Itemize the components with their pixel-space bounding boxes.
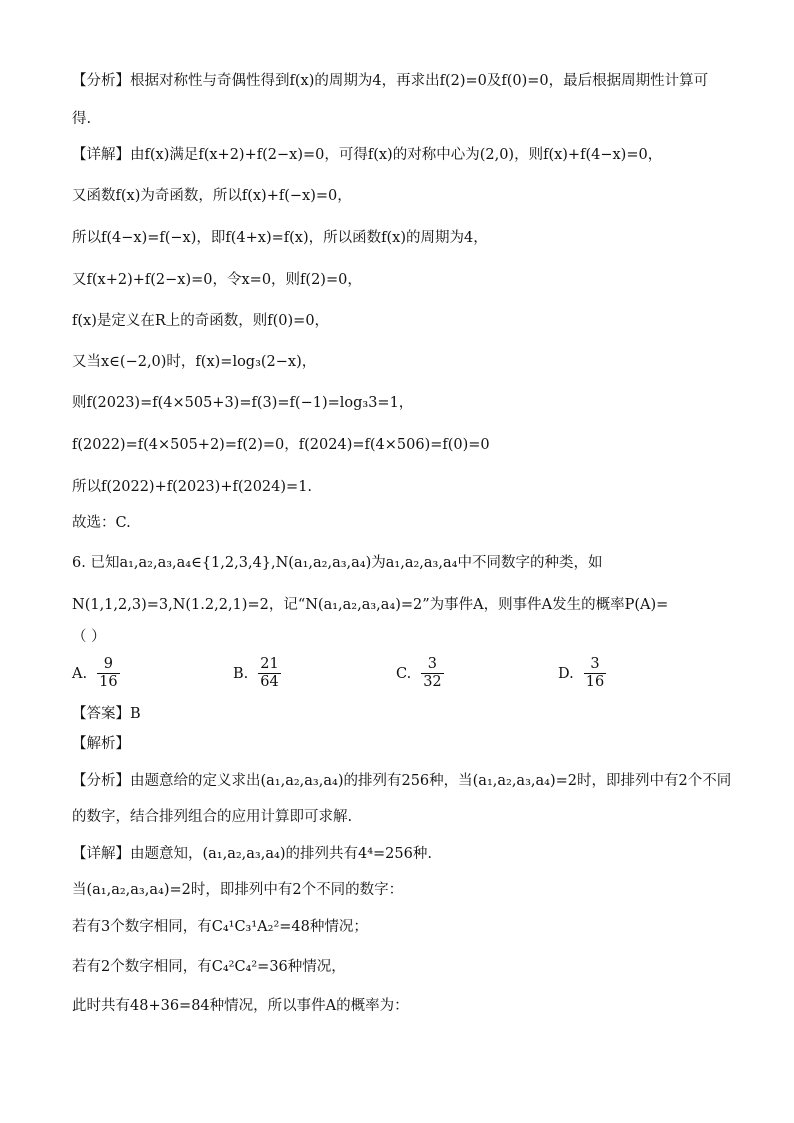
option-b-letter: B. xyxy=(233,665,249,682)
detail-line-4: 又f(x+2)+f(2−x)=0，令x=0，则f(2)=0， xyxy=(72,272,362,288)
solution-detail-2: 当(a₁,a₂,a₃,a₄)=2时，即排列中有2个不同的数字： xyxy=(72,882,404,898)
detail-line-2: 又函数f(x)为奇函数，所以f(x)+f(−x)=0， xyxy=(72,188,352,204)
option-a-denominator: 16 xyxy=(99,674,118,690)
option-c-denominator: 32 xyxy=(423,674,442,690)
question-6-line-1: 6. 已知a₁,a₂,a₃,a₄∈{1,2,3,4},N(a₁,a₂,a₃,a₄)为a₁,a₂,a₃,a₄中不同数字的种类，如 xyxy=(72,555,603,571)
detail-line-3: 所以f(4−x)=f(−x)，即f(4+x)=f(x)，所以函数f(x)的周期为4， xyxy=(72,230,488,246)
solution-analysis-1: 【分析】由题意给的定义求出(a₁,a₂,a₃,a₄)的排列有256种，当(a₁,a₂,a₃,a₄)=2时，即排列中有2个不同 xyxy=(72,773,732,789)
option-b-numerator: 21 xyxy=(260,656,279,672)
detail-line-6: 又当x∈(−2,0)时，f(x)=log₃(2−x)， xyxy=(72,354,317,370)
detail-line-8: f(2022)=f(4×505+2)=f(2)=0，f(2024)=f(4×506)=f(0)=0 xyxy=(72,437,490,453)
option-c-letter: C. xyxy=(396,665,412,682)
analysis-line-2: 得. xyxy=(72,111,92,127)
answer-choice-line: 故选：C. xyxy=(72,515,131,531)
option-d-denominator: 16 xyxy=(585,674,605,690)
detail-line-1: 【详解】由f(x)满足f(x+2)+f(2−x)=0，可得f(x)的对称中心为(2,0)，则f(x)+f(4−x)=0， xyxy=(72,147,663,163)
question-6-line-2: N(1,1,2,3)=3,N(1.2,2,1)=2，记“N(a₁,a₂,a₃,a₄)=2”为事件A，则事件A发生的概率P(A)= xyxy=(72,597,669,613)
answer-line: 【答案】B xyxy=(72,706,141,722)
option-c-numerator: 3 xyxy=(421,656,443,674)
option-a-fraction xyxy=(97,656,119,691)
option-c-fraction xyxy=(421,656,443,691)
detail-line-7: 则f(2023)=f(4×505+3)=f(3)=f(−1)=log₃3=1， xyxy=(72,395,414,411)
detail-line-9: 所以f(2022)+f(2023)+f(2024)=1. xyxy=(72,479,313,495)
question-6-blank: （ ） xyxy=(72,629,106,645)
option-d-numerator: 3 xyxy=(584,656,606,674)
solution-detail-5: 此时共有48+36=84种情况，所以事件A的概率为： xyxy=(72,998,409,1014)
option-b xyxy=(233,656,281,691)
solution-detail-4: 若有2个数字相同，有C₄²C₄²=36种情况， xyxy=(72,959,346,975)
option-d xyxy=(558,656,606,691)
solution-detail-3: 若有3个数字相同，有C₄¹C₃¹A₂²=48种情况； xyxy=(72,919,368,935)
option-b-denominator: 64 xyxy=(260,674,279,690)
detail-line-5: f(x)是定义在R上的奇函数，则f(0)=0， xyxy=(72,313,330,329)
option-a-numerator: 9 xyxy=(97,656,119,674)
solution-analysis-2: 的数字，结合排列组合的应用计算即可求解. xyxy=(72,809,353,825)
analysis-line-1: 【分析】根据对称性与奇偶性得到f(x)的周期为4，再求出f(2)=0及f(0)=0，最后根据周期性计算可 xyxy=(72,73,709,89)
option-a xyxy=(72,656,120,691)
option-d-letter: D. xyxy=(558,665,574,682)
solution-detail-1: 【详解】由题意知，(a₁,a₂,a₃,a₄)的排列共有4⁴=256种. xyxy=(72,846,432,862)
option-c xyxy=(396,656,444,691)
option-d-fraction xyxy=(584,656,606,691)
option-a-letter: A. xyxy=(72,665,88,682)
solution-heading: 【解析】 xyxy=(72,736,130,752)
option-b-fraction xyxy=(258,656,280,691)
